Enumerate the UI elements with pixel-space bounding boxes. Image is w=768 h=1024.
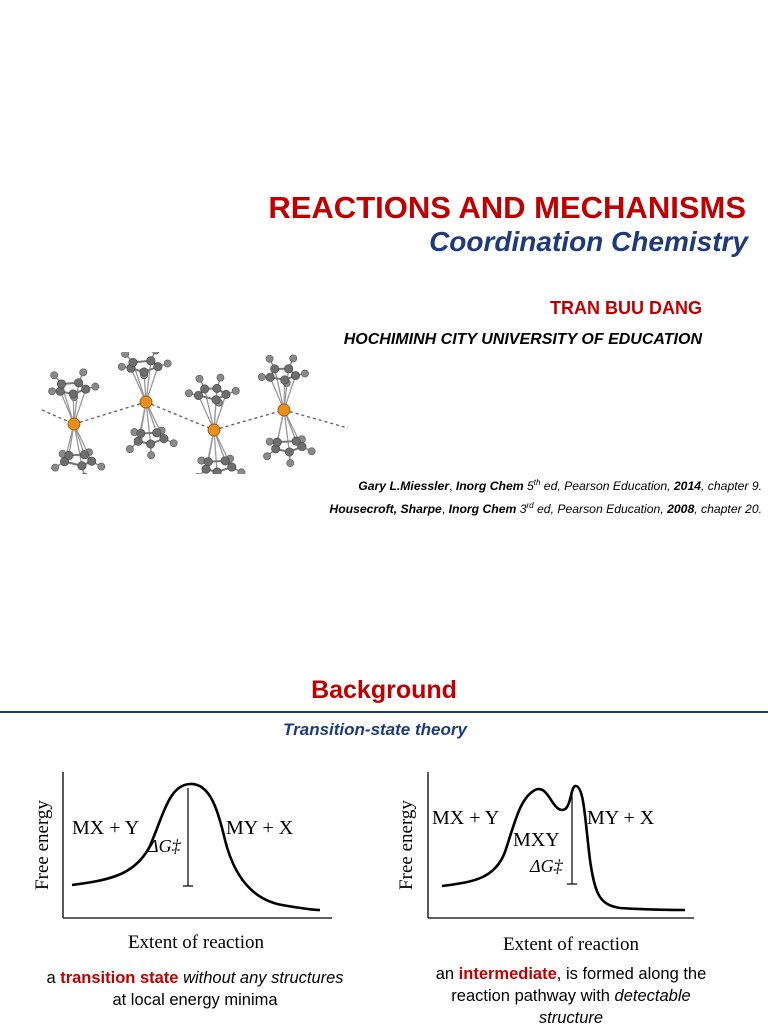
reference-1: Gary L.Miessler, Inorg Chem 5th ed, Pearson Education, 2014, chapter 9. <box>358 478 762 494</box>
products-label: MY + X <box>226 817 294 839</box>
intermediate-label: MXY <box>513 829 560 851</box>
background-slide <box>0 660 768 1024</box>
title-divider <box>0 711 768 713</box>
reactants-label: MX + Y <box>432 807 500 829</box>
activation-energy-label: ΔG‡ <box>148 836 181 856</box>
references <box>329 473 762 519</box>
x-axis-label: Extent of reaction <box>502 934 640 955</box>
energy-diagram-transition-state <box>20 760 340 965</box>
molecule-structure-image <box>38 352 350 474</box>
y-axis-label: Free energy <box>396 800 417 890</box>
slide-subtitle: Coordination Chemistry <box>429 226 748 257</box>
caption-intermediate: an intermediate, is formed along the reaction pathway with detectable structure <box>435 965 707 1024</box>
products-label: MY + X <box>587 807 655 829</box>
y-axis-label: Free energy <box>32 800 53 890</box>
energy-curve <box>442 786 685 910</box>
axes <box>63 772 332 918</box>
reactants-label: MX + Y <box>72 817 140 839</box>
slide-title: REACTIONS AND MECHANISMS <box>268 190 746 225</box>
energy-diagram-intermediate <box>390 760 700 965</box>
author-name: TRAN BUU DANG <box>550 298 702 318</box>
section-subtitle: Transition-state theory <box>283 720 467 739</box>
caption-transition-state: a transition state without any structures at local energy minima <box>46 969 344 1009</box>
axes <box>428 772 694 918</box>
activation-arrow <box>183 788 193 886</box>
energy-curve <box>72 784 320 910</box>
section-title: Background <box>311 676 457 704</box>
activation-energy-label: ΔG‡ <box>530 856 563 876</box>
reference-2: Housecroft, Sharpe, Inorg Chem 3rd ed, Pearson Education, 2008, chapter 20. <box>329 501 762 517</box>
x-axis-label: Extent of reaction <box>127 932 265 953</box>
affiliation: HOCHIMINH CITY UNIVERSITY OF EDUCATION <box>343 331 702 348</box>
